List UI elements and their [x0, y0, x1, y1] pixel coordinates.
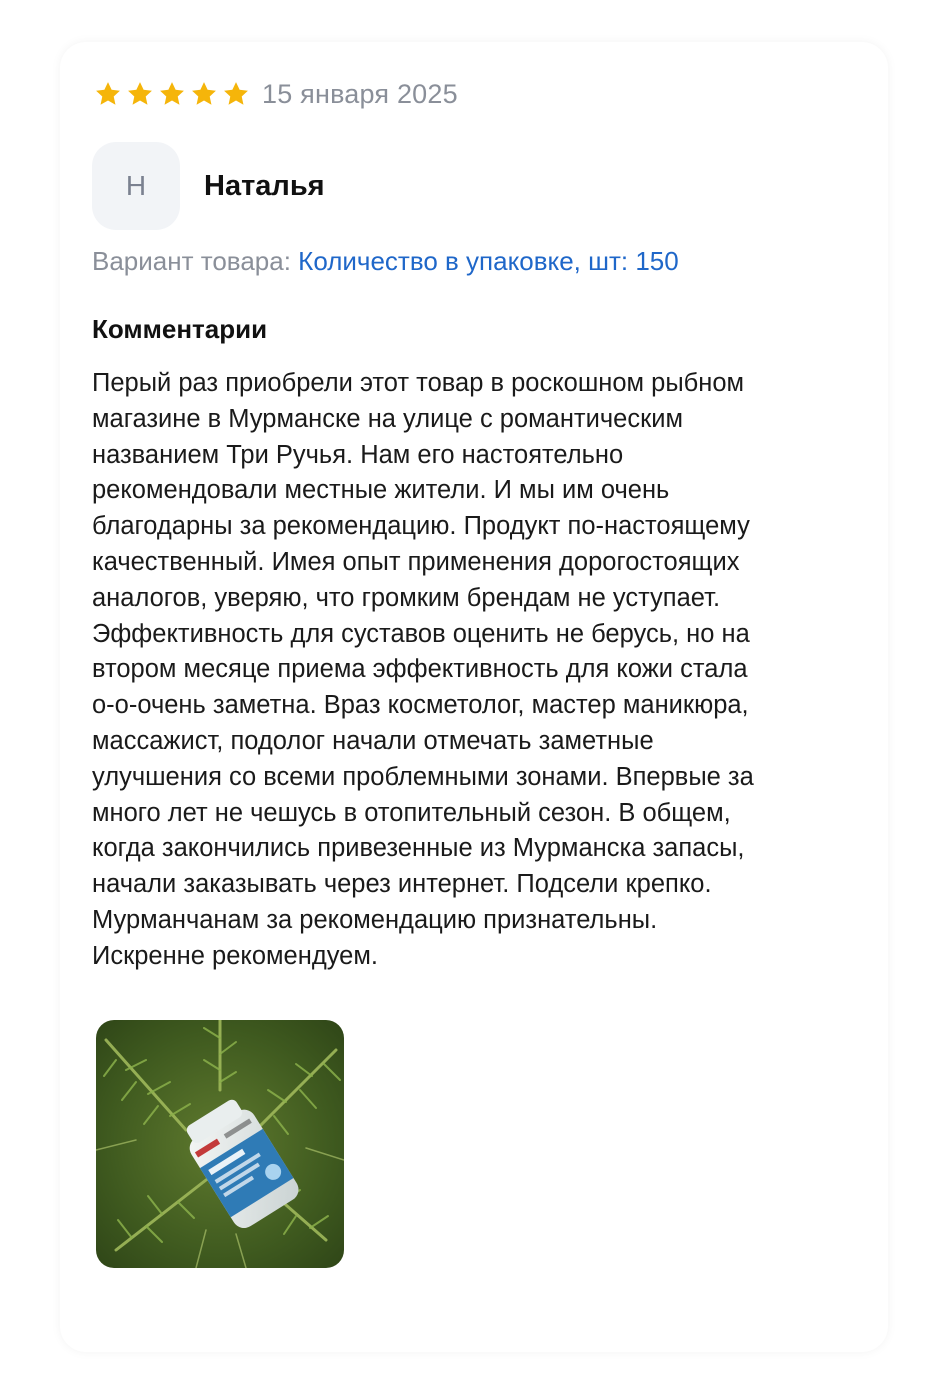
- comment-line: много лет не чешусь в отопительный сезон. В общем,: [92, 798, 731, 827]
- star-icon: [158, 80, 186, 108]
- review-comment-text: [92, 366, 882, 975]
- rating-stars: [94, 80, 250, 108]
- comment-line: Мурманчанам за рекомендацию признательны.: [92, 905, 658, 934]
- comment-line: начали заказывать через интернет. Подсели крепко.: [92, 870, 712, 899]
- comment-line: улучшения со всеми проблемными зонами. Впервые за: [92, 762, 754, 791]
- comment-line: втором месяце приема эффективность для кожи стала: [92, 655, 748, 684]
- star-icon: [222, 80, 250, 108]
- star-icon: [126, 80, 154, 108]
- avatar-initial: Н: [125, 170, 147, 201]
- star-icon: [190, 80, 218, 108]
- comment-line: названием Три Ручья. Нам его настоятельно: [92, 440, 624, 469]
- review-date: 15 января 2025: [262, 78, 458, 109]
- comment-line: рекомендовали местные жители. И мы им очень: [92, 476, 670, 505]
- comment-line: магазине в Мурманске на улице с романтическим: [92, 404, 684, 433]
- comment-line: аналогов, уверяю, что громким брендам не уступает.: [92, 583, 721, 612]
- comment-line: Эффективность для суставов оценить не берусь, но на: [92, 619, 750, 648]
- comment-line: Искренне рекомендуем.: [92, 941, 378, 970]
- comment-line: качественный. Имея опыт применения дорогостоящих: [92, 547, 740, 576]
- comment-line: благодарны за рекомендацию. Продукт по-настоящему: [92, 512, 750, 541]
- author-row: [92, 142, 325, 230]
- comment-line: когда закончились привезенные из Мурманска запасы,: [92, 834, 745, 863]
- review-photo-thumbnail[interactable]: [96, 1020, 344, 1268]
- rating-row: [94, 74, 458, 114]
- variant-value-link[interactable]: Количество в упаковке, шт: 150: [298, 246, 679, 276]
- product-variant: [92, 246, 679, 277]
- comment-line: о-о-очень заметна. Враз косметолог, мастер маникюра,: [92, 691, 749, 720]
- avatar: [92, 142, 180, 230]
- author-name: Наталья: [204, 169, 325, 202]
- star-icon: [94, 80, 122, 108]
- comments-heading: Комментарии: [92, 314, 268, 344]
- variant-label: Вариант товара:: [92, 246, 299, 276]
- comment-line: Перый раз приобрели этот товар в роскошном рыбном: [92, 369, 745, 397]
- comment-line: массажист, подолог начали отмечать заметные: [92, 726, 654, 755]
